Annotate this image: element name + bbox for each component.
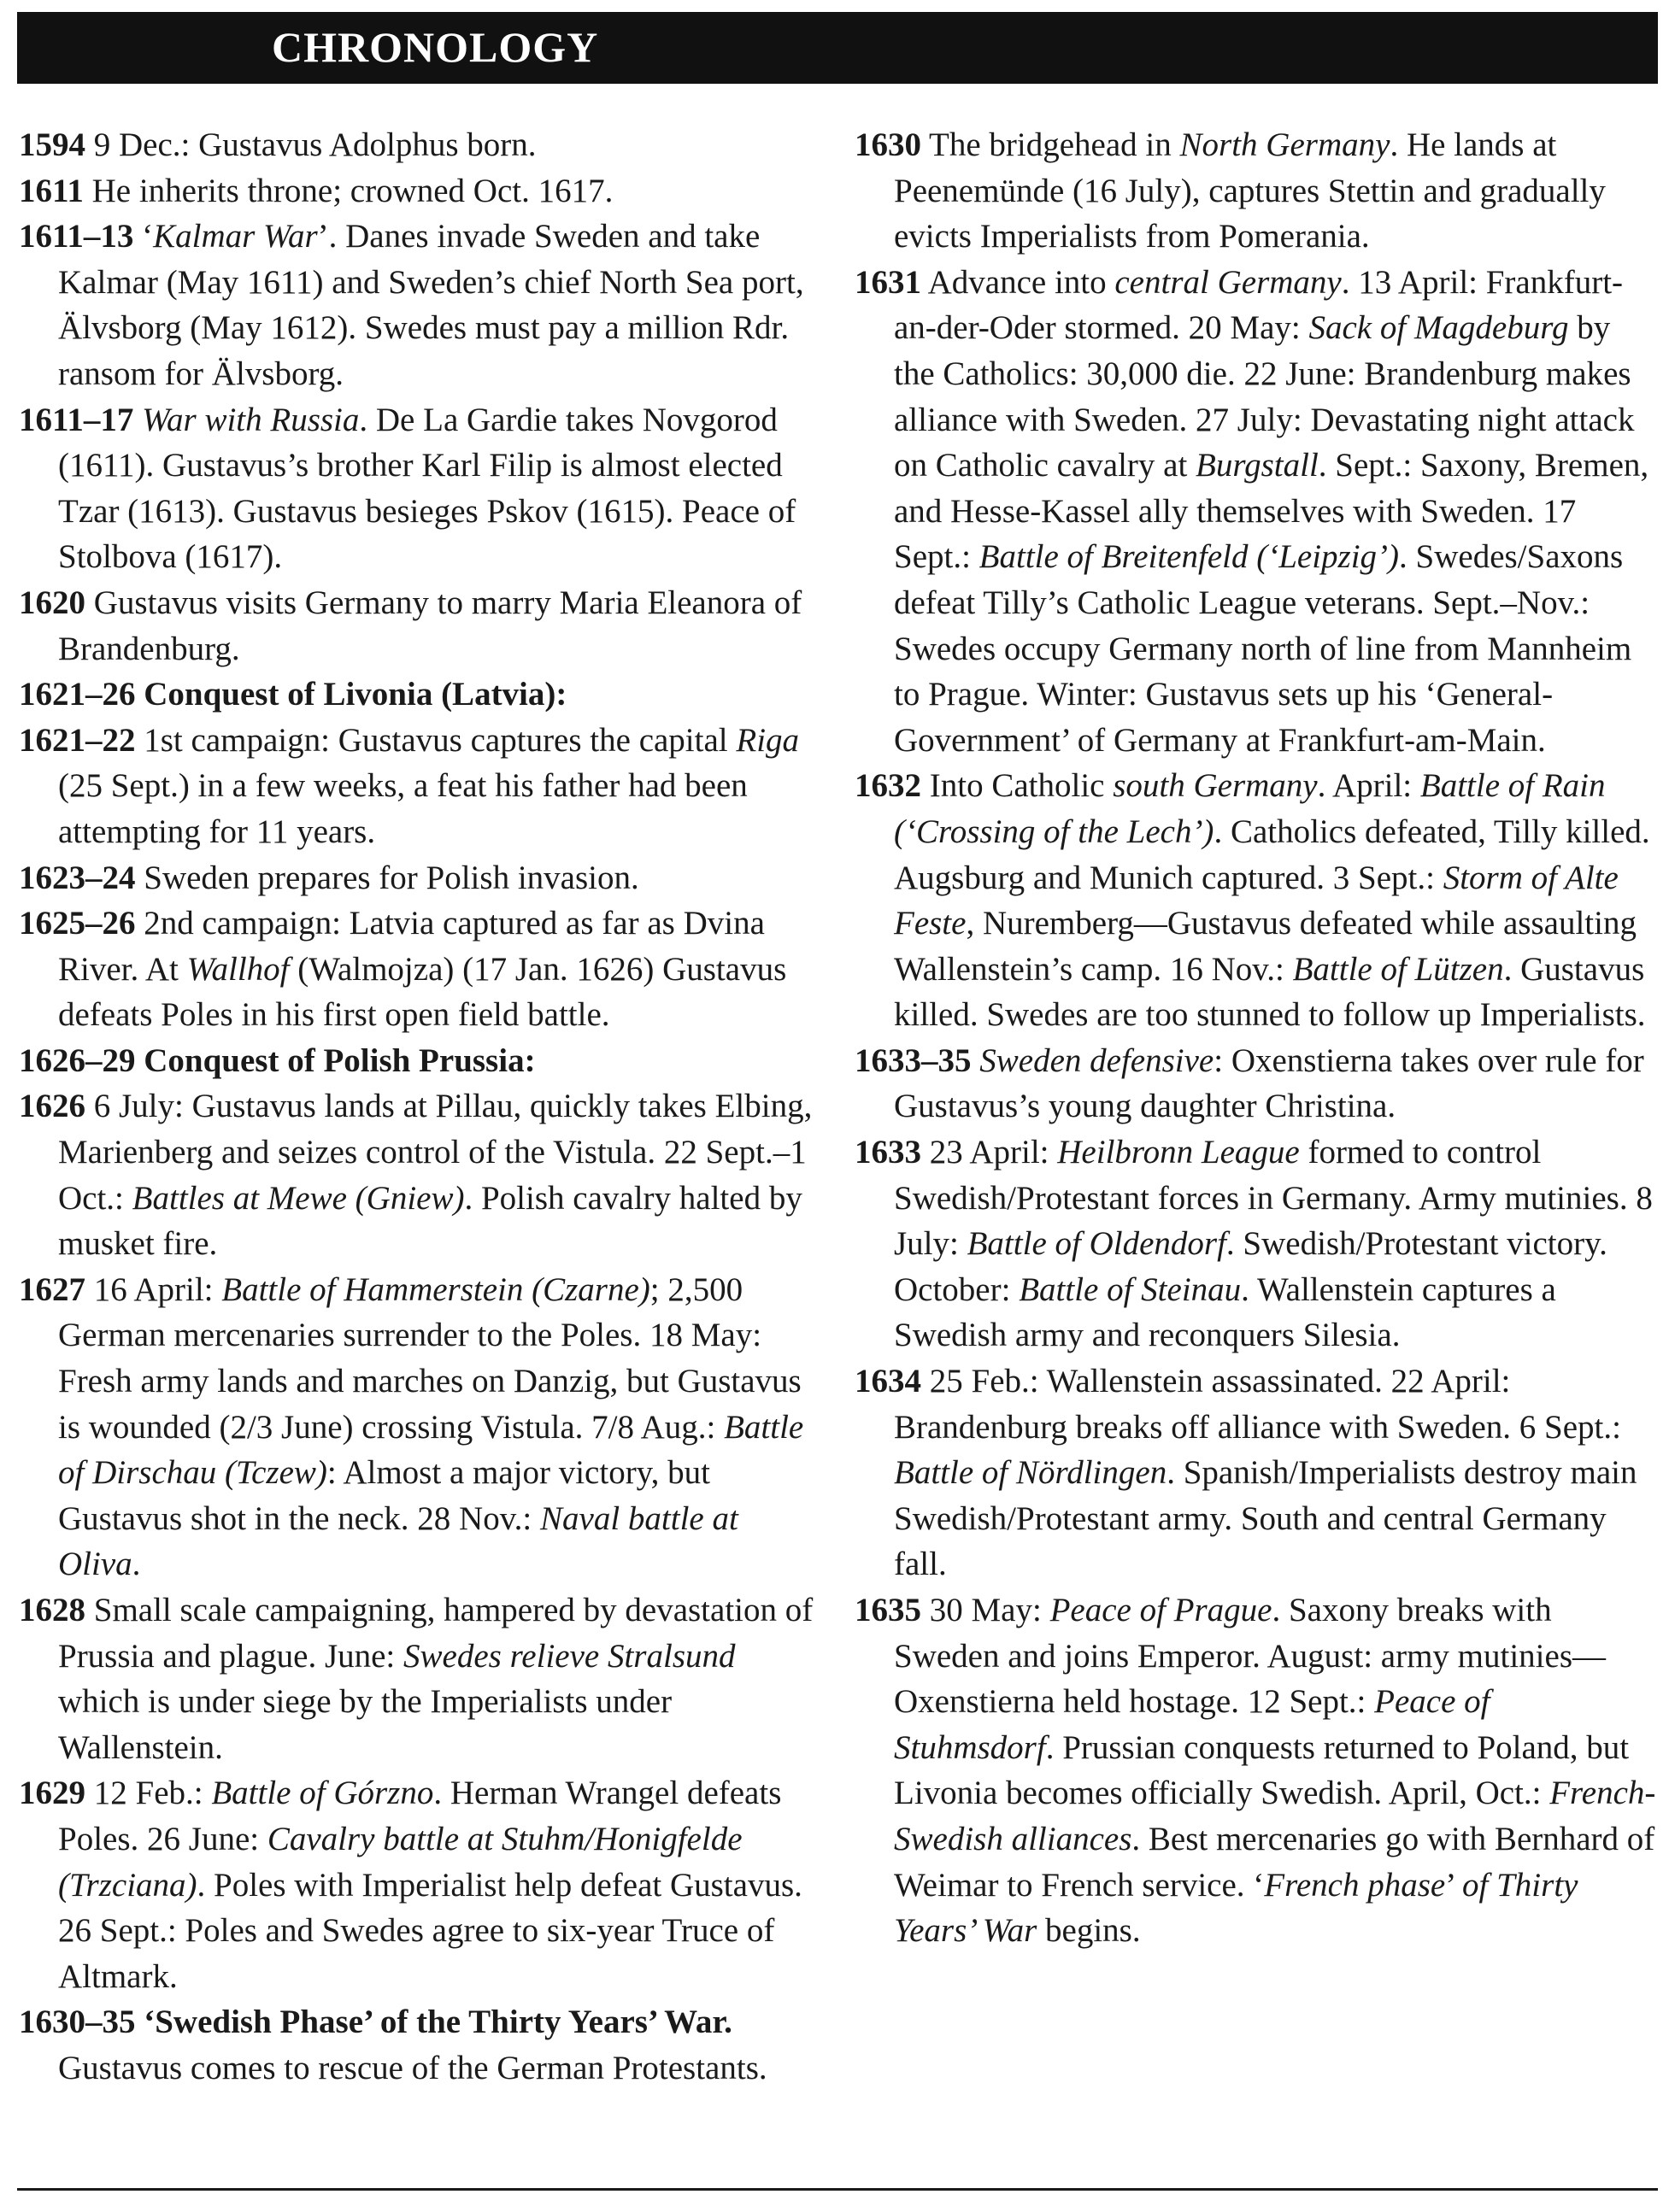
entry-italic-text: Battle of Steinau bbox=[1019, 1270, 1242, 1308]
entry-text: begins. bbox=[1037, 1912, 1141, 1950]
entry-year: 1626–29 bbox=[19, 1041, 136, 1079]
entry-year: 1621–26 bbox=[19, 676, 136, 713]
entry-year: 1611–17 bbox=[19, 401, 134, 438]
entry-text: Gustavus visits Germany to marry Maria Eleanora of Brandenburg. bbox=[58, 584, 802, 667]
entry-italic-text: Battles at Mewe (Gniew) bbox=[132, 1179, 465, 1217]
entry-italic-text: French phase bbox=[1264, 1866, 1446, 1904]
entry-year: 1626 bbox=[19, 1088, 85, 1125]
entry-text: . Spanish/Imperialists destroy main Swedish/Protestant army. South and central Germany fall. bbox=[894, 1454, 1637, 1583]
entry-year: 1630–35 bbox=[19, 2004, 136, 2041]
entry-text: He inherits throne; crowned Oct. 1617. bbox=[83, 172, 614, 209]
entry-text: Gustavus comes to rescue of the German Protestants. bbox=[58, 2049, 767, 2086]
entry-text: . Gustavus killed. Swedes are too stunned to follow up Imperialists. bbox=[894, 950, 1646, 1034]
entry-italic-text: Naval battle at Oliva bbox=[58, 1499, 738, 1583]
entry-year: 1611 bbox=[19, 172, 84, 209]
entry-text: 6 July: Gustavus lands at Pillau, quickly takes Elbing, Marienberg and seizes control of the Vistula. 22 Sept.–1 Oct.: bbox=[58, 1088, 813, 1217]
entry-italic-text: Riga bbox=[736, 721, 800, 759]
entry-italic-text: Wallhof bbox=[186, 950, 290, 988]
entry-text bbox=[133, 402, 142, 438]
entry-text: Small scale campaigning, hampered by devastation of Prussia and plague. June: bbox=[58, 1592, 814, 1675]
entry-heading-text: Conquest of Polish Prussia: bbox=[135, 1041, 536, 1079]
entry-italic-text: Sweden defensive bbox=[979, 1041, 1214, 1079]
entry-text: . Best mercenaries go with Bernhard of Weimar to French service. ‘ bbox=[894, 1820, 1655, 1904]
chronology-entry bbox=[19, 1083, 814, 1266]
entry-year: 1623–24 bbox=[19, 859, 136, 896]
entry-text: The bridgehead in bbox=[921, 126, 1180, 163]
entry-italic-text: Battle of Dirschau (Tczew) bbox=[58, 1408, 804, 1492]
entry-italic-text: Battle of Górzno bbox=[211, 1775, 434, 1812]
entry-italic-text: Swedes relieve Stralsund bbox=[403, 1637, 736, 1675]
entry-italic-text: central Germany bbox=[1114, 263, 1342, 301]
entry-text: : Almost a major victory, but Gustavus shot in the neck. 28 Nov.: bbox=[58, 1454, 710, 1537]
entry-text: 12 Feb.: bbox=[85, 1775, 212, 1812]
chronology-entry bbox=[19, 1587, 814, 1770]
entry-italic-text: Peace of Stuhmsdorf bbox=[894, 1683, 1490, 1766]
entry-italic-text: Cavalry battle at Stuhm/Honigfelde (Trzciana) bbox=[58, 1820, 743, 1904]
entry-text: : Oxenstierna takes over rule for Gustavus’s young daughter Christina. bbox=[894, 1041, 1644, 1125]
entry-italic-text: French-Swedish alliances bbox=[894, 1775, 1656, 1857]
chronology-entry bbox=[19, 718, 814, 855]
entry-text: . Poles with Imperialist help defeat Gustavus. 26 Sept.: Poles and Swedes agree to six-year Truce of Altmark. bbox=[58, 1866, 802, 1995]
chronology-entry bbox=[855, 122, 1658, 260]
chronology-entry bbox=[855, 1129, 1658, 1358]
entry-text: 9 Dec.: Gustavus Adolphus born. bbox=[85, 126, 537, 163]
entry-italic-text: Battle of Lützen bbox=[1292, 950, 1504, 988]
entry-text: 23 April: bbox=[921, 1134, 1058, 1171]
entry-italic-text: Storm of Alte Feste bbox=[894, 859, 1619, 942]
entry-year: 1594 bbox=[19, 126, 85, 163]
entry-year: 1633–35 bbox=[855, 1041, 972, 1079]
entry-heading-text: Conquest of Livonia (Latvia): bbox=[135, 676, 567, 713]
entry-year: 1631 bbox=[855, 263, 921, 301]
chronology-entry bbox=[19, 672, 814, 718]
entry-year: 1634 bbox=[855, 1363, 921, 1400]
entry-year: 1620 bbox=[19, 584, 85, 621]
entry-text: , Nuremberg—Gustavus defeated while assaulting Wallenstein’s camp. 16 Nov.: bbox=[894, 905, 1637, 988]
chronology-entry bbox=[855, 260, 1658, 764]
entry-italic-text: Burgstall bbox=[1196, 447, 1319, 484]
entry-text: . Polish cavalry halted by musket fire. bbox=[58, 1179, 802, 1263]
entry-text: formed to control Swedish/Protestant forces in Germany. Army mutinies. 8 July: bbox=[894, 1134, 1653, 1263]
chronology-entry bbox=[19, 214, 814, 396]
entry-text: by the Catholics: 30,000 die. 22 June: Brandenburg makes alliance with Sweden. 27 July: Devastating night attack on Catholic cavalry at bbox=[894, 309, 1635, 484]
entry-year: 1629 bbox=[19, 1775, 85, 1812]
entry-italic-text: War with Russia bbox=[142, 401, 360, 438]
entry-text: . Swedish/Protestant victory. October: bbox=[894, 1225, 1607, 1308]
entry-text: Sweden prepares for Polish invasion. bbox=[135, 859, 639, 896]
bottom-rule bbox=[17, 2188, 1658, 2191]
chronology-entry bbox=[855, 1358, 1658, 1587]
entry-text: . Saxony breaks with Sweden and joins Emperor. August: army mutinies—Oxenstierna held hostage. 12 Sept.: bbox=[894, 1592, 1606, 1721]
entry-text: . He lands at Peenemünde (16 July), captures Stettin and gradually evicts Imperialists from Pomerania. bbox=[894, 126, 1606, 255]
entry-year: 1627 bbox=[19, 1270, 85, 1308]
chronology-entry bbox=[19, 122, 814, 168]
entry-year: 1633 bbox=[855, 1134, 921, 1171]
entry-text: . Prussian conquests returned to Poland, but Livonia becomes officially Swedish. April, Oct.: bbox=[894, 1728, 1630, 1812]
entry-year: 1628 bbox=[19, 1592, 85, 1628]
chronology-entry bbox=[19, 1267, 814, 1587]
entry-italic-text: Battle of Nördlingen bbox=[894, 1454, 1167, 1492]
entry-text: 16 April: bbox=[85, 1270, 222, 1308]
entry-italic-text: Battle of Hammerstein (Czarne) bbox=[221, 1270, 650, 1308]
entry-text: ‘ bbox=[133, 218, 154, 255]
chronology-entry bbox=[19, 580, 814, 672]
entry-text: 30 May: bbox=[921, 1592, 1050, 1628]
entry-text: . bbox=[132, 1546, 141, 1583]
chronology-entry bbox=[19, 1770, 814, 1999]
entry-year: 1611–13 bbox=[19, 218, 134, 255]
entry-year: 1635 bbox=[855, 1592, 921, 1628]
entry-text: Into Catholic bbox=[921, 767, 1114, 805]
entry-text: . April: bbox=[1317, 767, 1420, 805]
chronology-entry bbox=[19, 397, 814, 580]
chronology-entry bbox=[19, 901, 814, 1038]
header-bar bbox=[17, 12, 1658, 84]
left-column bbox=[19, 122, 814, 2092]
entry-year: 1630 bbox=[855, 126, 921, 163]
entry-italic-text: Sack of Magdeburg bbox=[1308, 309, 1569, 347]
entry-text: . Wallenstein captures a Swedish army and reconquers Silesia. bbox=[894, 1270, 1556, 1354]
entry-text: 25 Feb.: Wallenstein assassinated. 22 April: Brandenburg breaks off alliance with Sweden. 6 Sept.: bbox=[894, 1363, 1621, 1446]
entry-text: . Catholics defeated, Tilly killed. Augsburg and Munich captured. 3 Sept.: bbox=[894, 813, 1650, 896]
chronology-entry bbox=[19, 1999, 814, 2091]
chronology-entry bbox=[19, 168, 814, 214]
entry-text: which is under siege by the Imperialists under Wallenstein. bbox=[58, 1683, 673, 1766]
chronology-entry bbox=[855, 1038, 1658, 1129]
entry-heading-text: ‘Swedish Phase’ of the Thirty Years’ War. bbox=[135, 2004, 732, 2041]
entry-italic-text: Peace of Prague bbox=[1049, 1592, 1272, 1628]
page-title: CHRONOLOGY bbox=[272, 23, 599, 71]
entry-text: ; 2,500 German mercenaries surrender to the Poles. 18 May: Fresh army lands and marches on Danzig, but Gustavus is wounded (2/3 June) crossing Vistula. 7/8 Aug.: bbox=[58, 1270, 802, 1446]
chronology-entry bbox=[855, 763, 1658, 1038]
chronology-entry bbox=[855, 1587, 1658, 1954]
entry-text: ’ bbox=[1445, 1866, 1463, 1904]
entry-text: . 13 April: Frankfurt-an-der-Oder stormed. 20 May: bbox=[894, 263, 1624, 347]
entry-text: . Herman Wrangel defeats Poles. 26 June: bbox=[58, 1775, 782, 1857]
entry-year: 1625–26 bbox=[19, 905, 136, 942]
entry-text: Advance into bbox=[921, 263, 1115, 301]
entry-italic-text: south Germany bbox=[1113, 767, 1318, 805]
chronology-entry bbox=[19, 1038, 814, 1084]
entry-year: 1632 bbox=[855, 767, 921, 805]
entry-year: 1621–22 bbox=[19, 721, 136, 759]
entry-italic-text: Battle of Oldendorf bbox=[967, 1225, 1226, 1263]
entry-italic-text: Battle of Rain (‘Crossing of the Lech’) bbox=[894, 767, 1606, 850]
entry-italic-text: of Thirty Years’ War bbox=[894, 1866, 1578, 1950]
entry-text bbox=[972, 1042, 980, 1079]
entry-text: 2nd campaign: Latvia captured as far as Dvina River. At bbox=[58, 905, 765, 988]
right-column bbox=[855, 122, 1658, 1954]
entry-text: . De La Gardie takes Novgorod (1611). Gustavus’s brother Karl Filip is almost elected Tzar (1613). Gustavus besieges Pskov (1615). Peace of Stolbova (1617). bbox=[58, 401, 796, 576]
entry-text: ’. Danes invade Sweden and take Kalmar (May 1611) and Sweden’s chief North Sea port, Älvsborg (May 1612). Swedes must pay a million Rdr. ransom for Älvsborg. bbox=[58, 218, 804, 392]
entry-italic-text: North Germany bbox=[1179, 126, 1390, 163]
entry-text: (25 Sept.) in a few weeks, a feat his father had been attempting for 11 years. bbox=[58, 767, 748, 850]
entry-italic-text: Kalmar War bbox=[153, 218, 318, 255]
entry-italic-text: Heilbronn League bbox=[1057, 1134, 1300, 1171]
entry-italic-text: Battle of Breitenfeld (‘Leipzig’) bbox=[978, 538, 1400, 576]
entry-text: 1st campaign: Gustavus captures the capital bbox=[135, 721, 737, 759]
chronology-entry bbox=[19, 855, 814, 901]
entry-text: . Swedes/Saxons defeat Tilly’s Catholic League veterans. Sept.–Nov.: Swedes occupy Germany north of line from Mannheim to Prague. Winter: Gustavus sets up his ‘General-Government’ of Germany at Frankfurt-am-Main. bbox=[894, 538, 1632, 759]
entry-text: . Sept.: Saxony, Bremen, and Hesse-Kassel ally themselves with Sweden. 17 Sept.: bbox=[894, 447, 1649, 576]
entry-text: (Walmojza) (17 Jan. 1626) Gustavus defeats Poles in his first open field battle. bbox=[58, 950, 787, 1034]
